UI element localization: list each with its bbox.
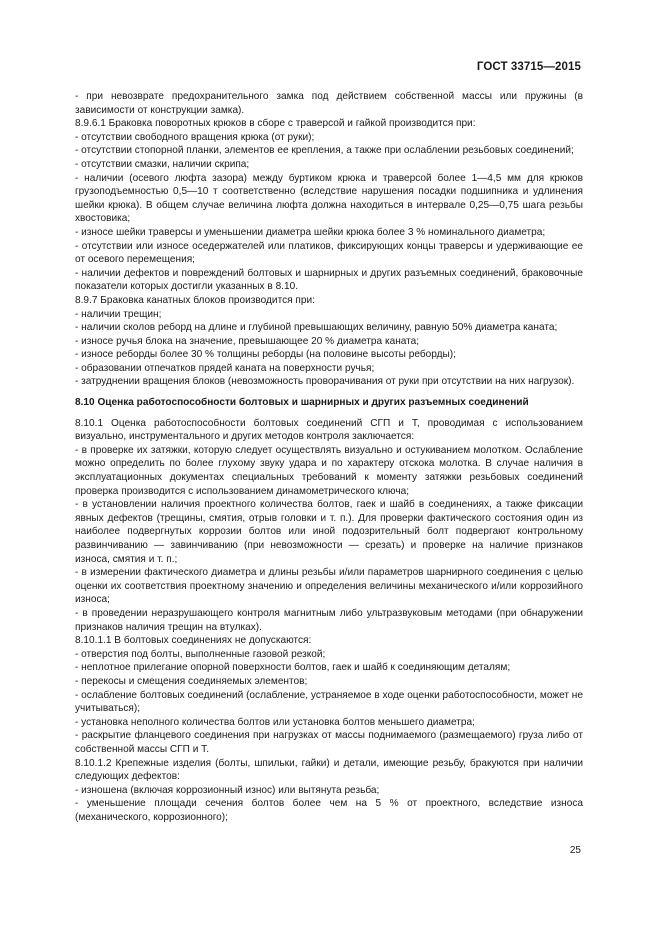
- paragraph: - уменьшение площади сечения болтов более чем на 5 % от проектного, вследствие износа (механического, коррозионного);: [75, 798, 583, 823]
- document-body: [75, 90, 583, 824]
- paragraph: - в проведении неразрушающего контроля магнитным либо ультразвуковым методами (при обнаружении признаков наличия трещин на втулках).: [75, 607, 583, 633]
- paragraph: - в проверке их затяжки, которую следует осуществлять визуально и остукиванием молотком. Ослабление можно определить по более глухому звуку удара и по характеру отскока молотка. В случае наличия в эксплуатационных документах специальных требований к моменту затяжки резьбовых соединений проверка производится с использованием динамометрического ключа;: [75, 444, 583, 497]
- standard-designation: ГОСТ 33715—2015: [476, 61, 581, 73]
- paragraph: - затруднении вращения блоков (невозможность проворачивания от руки при отсутствии на них нагрузок).: [75, 376, 575, 388]
- page-number: 25: [569, 845, 581, 856]
- paragraph: - износе шейки траверсы и уменьшении диаметра шейки крюка более 3 % номинального диаметра;: [75, 226, 546, 238]
- paragraph: - наличии сколов реборд на длине и глубиной превышающих величину, равную 50% диаметра каната;: [75, 322, 558, 334]
- paragraph: - раскрытие фланцевого соединения при нагрузках от массы поднимаемого (размещаемого) груза либо от собственной массы СГП и Т.: [75, 730, 583, 755]
- paragraph: - износе ручья блока на значение, превышающее 20 % диаметра каната;: [75, 335, 420, 347]
- paragraph: - износе реборды более 30 % толщины реборды (на половине высоты реборды);: [75, 349, 456, 361]
- paragraph: - отсутствии смазки, наличии скрипа;: [75, 158, 250, 170]
- paragraph: 8.10.1 Оценка работоспособности болтовых соединений СГП и Т, проводимая с использованием визуально, инструментального и других методов контроля заключается:: [75, 417, 583, 443]
- paragraph: 8.10.1.1 В болтовых соединениях не допускаются:: [75, 635, 312, 647]
- section-heading: 8.10 Оценка работоспособности болтовых и шарнирных и других разъемных соединений: [75, 397, 529, 409]
- paragraph: - отверстия под болты, выполненные газовой резкой;: [75, 648, 326, 660]
- paragraph: - наличии (осевого люфта зазора) между буртиком крюка и траверсой более 1—4,5 мм для крюков грузоподъемностью 0,5—10 т соответственно (вследствие нарушения посадки подшипника и удлинения шейки крюка). В общем случае величина люфта должна находиться в интервале 0,25—0,75 шага резьбы хвостовика;: [75, 172, 583, 225]
- paragraph: - изношена (включая коррозионный износ) или вытянута резьба;: [75, 784, 380, 796]
- paragraph: 8.10.1.2 Крепежные изделия (болты, шпильки, гайки) и детали, имеющие резьбу, бракуются при наличии следующих дефектов:: [75, 757, 583, 783]
- paragraph: - наличии трещин;: [75, 308, 162, 320]
- paragraph: - перекосы и смещения соединяемых элементов;: [75, 675, 308, 687]
- paragraph: - образовании отпечатков прядей каната на поверхности ручья;: [75, 362, 375, 374]
- paragraph: - ослабление болтовых соединений (ослабление, устраняемое в ходе оценки работоспособности, может не учитываться);: [75, 689, 583, 715]
- paragraph: 8.9.7 Браковка канатных блоков производится при:: [75, 294, 315, 306]
- paragraph: - установка неполного количества болтов или установка болтов меньшего диаметра;: [75, 716, 475, 728]
- paragraph: - отсутствии или износе оседержателей или платиков, фиксирующих концы траверсы и удерживающие ее от осевого перемещения;: [75, 240, 583, 266]
- paragraph: - наличии дефектов и повреждений болтовых и шарнирных и других разъемных соединений, браковочные показатели которых достигли указанных в 8.10.: [75, 267, 583, 293]
- paragraph: 8.9.6.1 Браковка поворотных крюков в сборе с траверсой и гайкой производится при:: [75, 118, 476, 130]
- paragraph: - отсутствии стопорной планки, элементов ее крепления, а также при ослаблении резьбовых соединений;: [75, 145, 574, 157]
- paragraph: - при невозврате предохранительного замка под действием собственной массы или пружины (в зависимости от конструкции замка).: [75, 91, 583, 116]
- paragraph: - неплотное прилегание опорной поверхности болтов, гаек и шайб к соединяющим деталям;: [75, 662, 511, 674]
- paragraph: - в установлении наличия проектного количества болтов, гаек и шайб в соединениях, а также фиксации явных дефектов (трещины, смятия, отрыв головки и т. п.). Для проверки фактического состояния один из наиболее подвергнутых коррозии болтов или иной подозрительный болт подвергают контрольному развинчиванию — завинчиванию (при невозможности — срезать) и проверке на наличие признаков износа, смятия и т. п.;: [75, 499, 583, 565]
- paragraph: - в измерении фактического диаметра и длины резьбы и/или параметров шарнирного соединения с целью оценки их соответствия проектному значению и определения величины механического и/или коррозийного износа;: [75, 567, 583, 606]
- paragraph: - отсутствии свободного вращения крюка (от руки);: [75, 131, 315, 143]
